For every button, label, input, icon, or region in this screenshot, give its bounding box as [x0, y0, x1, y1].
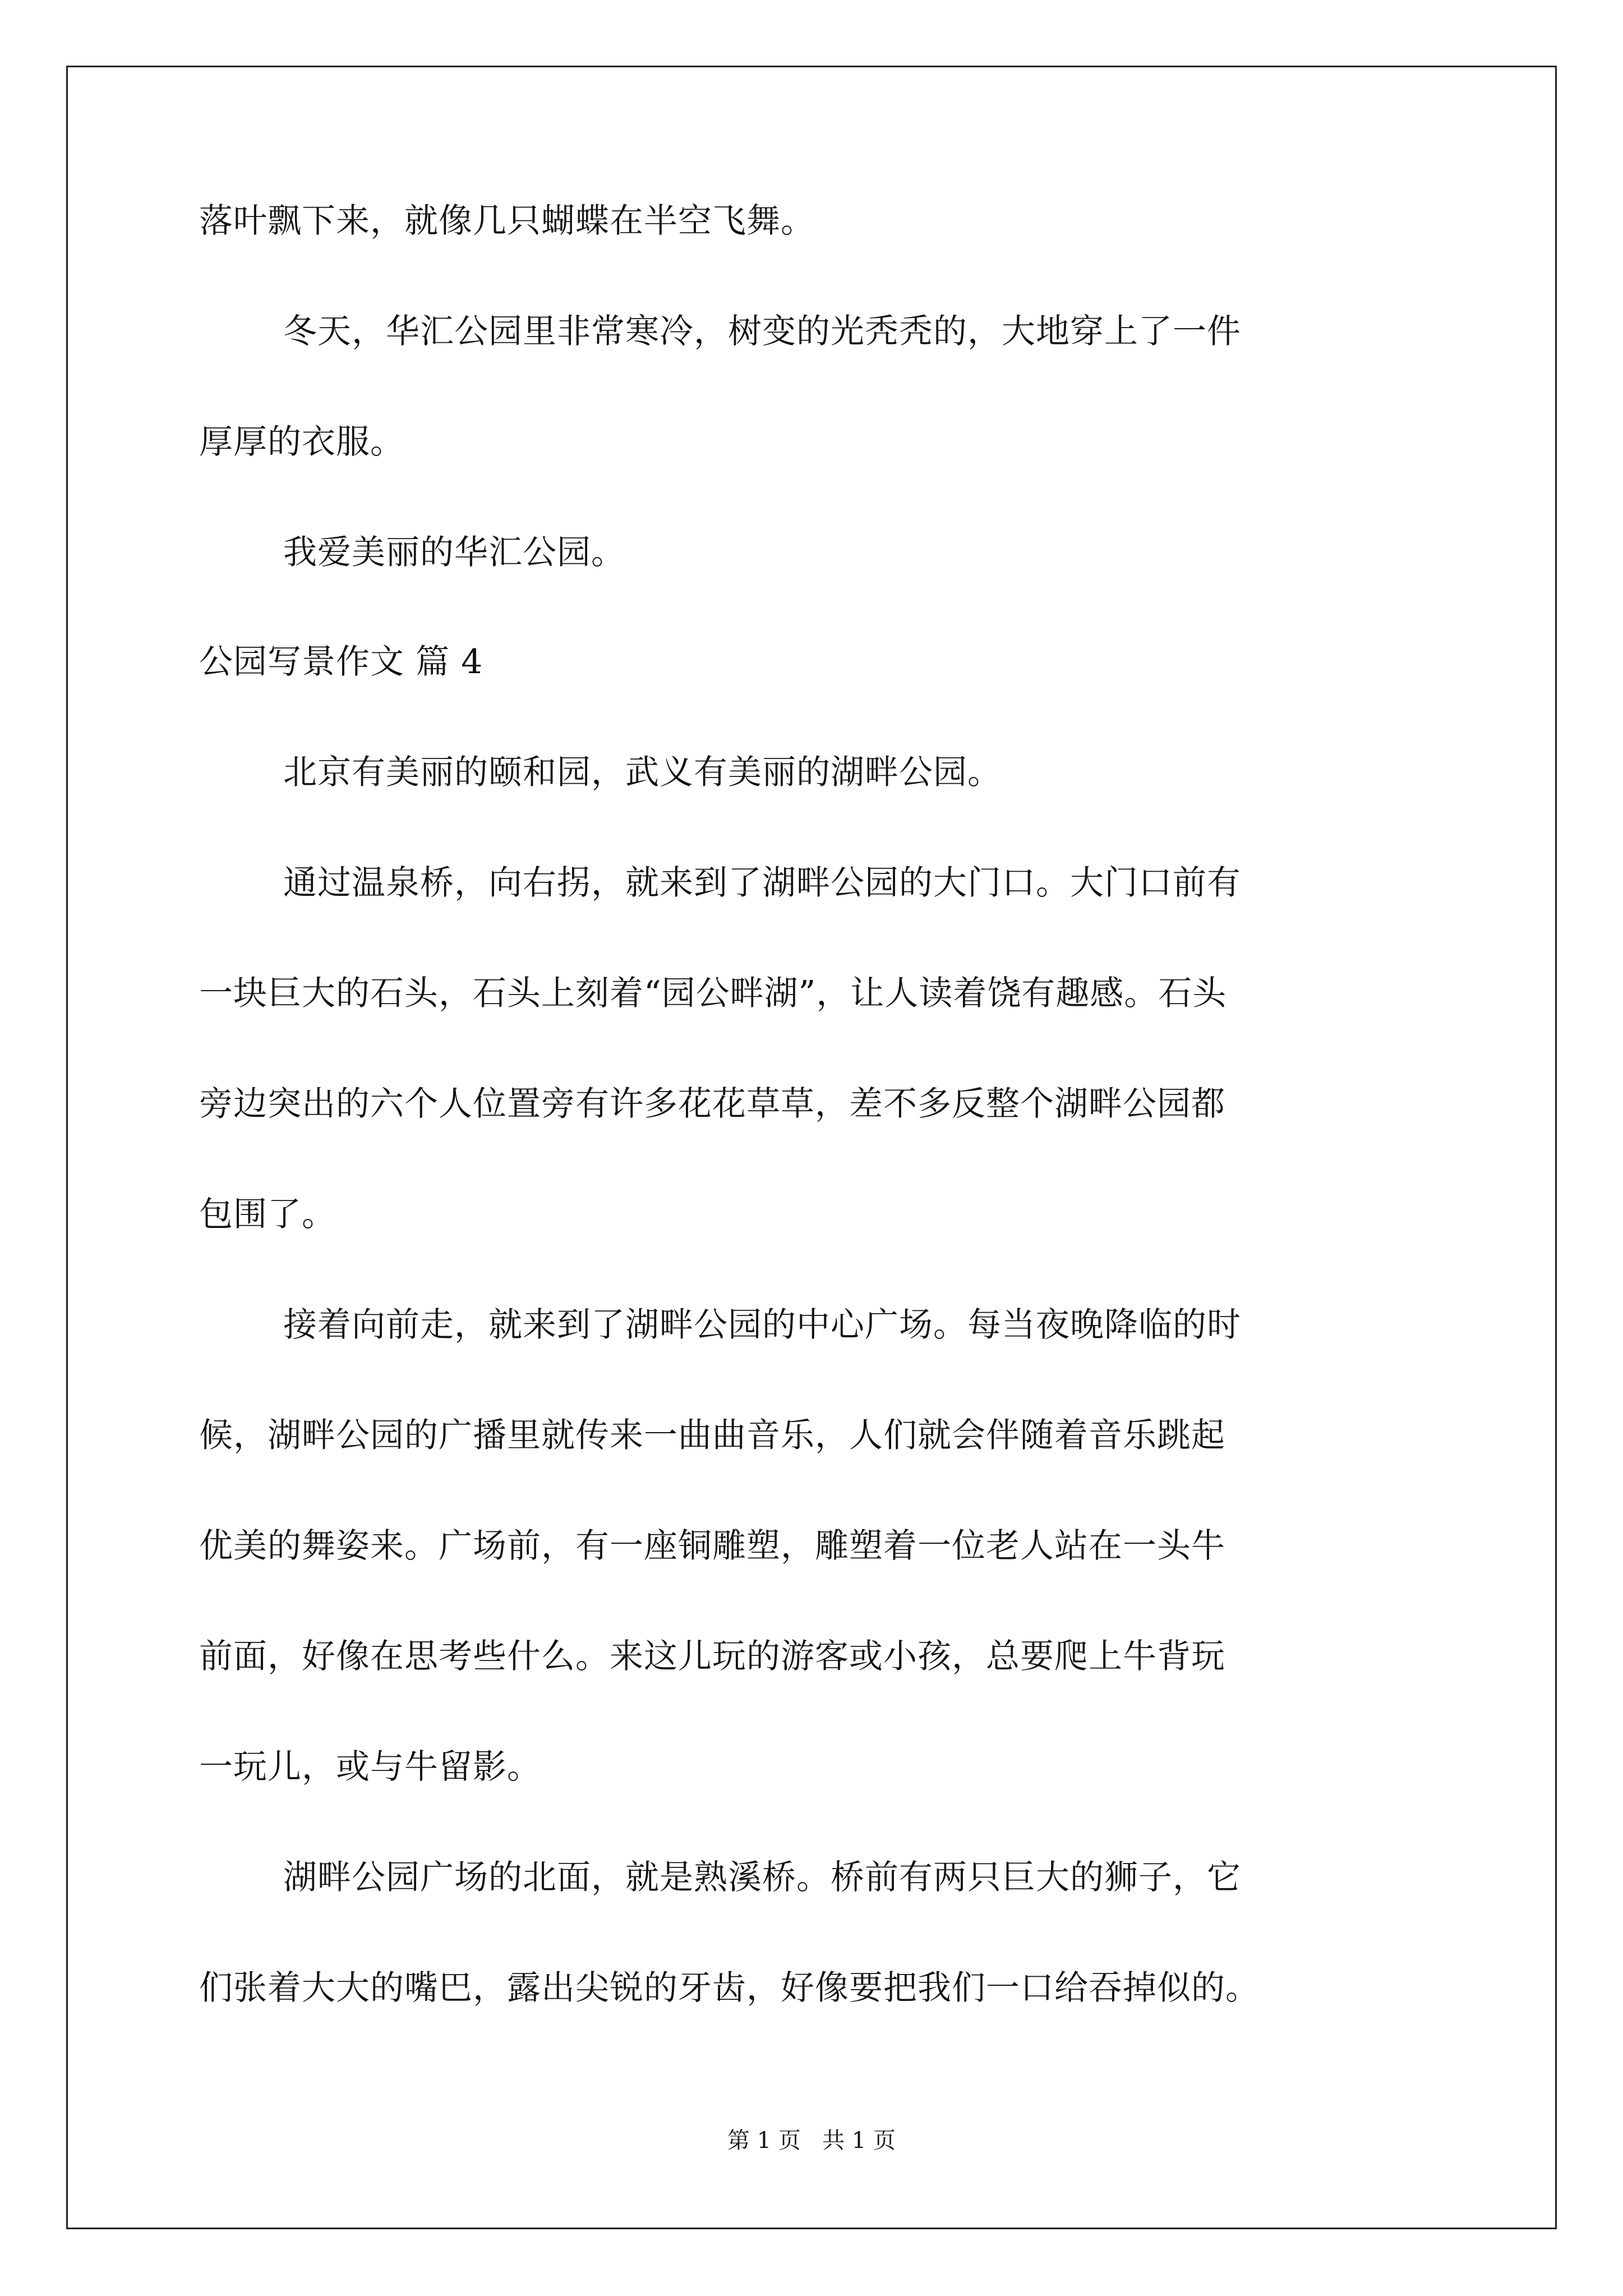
paragraph-line: 我爱美丽的华汇公园。	[283, 533, 625, 572]
paragraph-line: 湖畔公园广场的北面，就是熟溪桥。桥前有两只巨大的狮子，它	[283, 1858, 1241, 1897]
text-line: 们张着大大的嘴巴，露出尖锐的牙齿，好像要把我们一口给吞掉似的。	[199, 1968, 1260, 2008]
text-line: 优美的舞姿来。广场前，有一座铜雕塑，雕塑着一位老人站在一头牛	[199, 1526, 1225, 1566]
text-line: 一玩儿，或与牛留影。	[199, 1747, 541, 1787]
text-line: 一块巨大的石头，石头上刻着“园公畔湖”，让人读着饶有趣感。石头	[199, 974, 1227, 1013]
paragraph-line: 北京有美丽的颐和园，武义有美丽的湖畔公园。	[283, 753, 1002, 792]
paragraph-line: 接着向前走，就来到了湖畔公园的中心广场。每当夜晚降临的时	[283, 1305, 1241, 1345]
paragraph-line: 冬天，华汇公园里非常寒冷，树变的光秃秃的，大地穿上了一件	[283, 312, 1241, 351]
paragraph-line: 通过温泉桥，向右拐，就来到了湖畔公园的大门口。大门口前有	[283, 863, 1241, 903]
text-line: 候，湖畔公园的广播里就传来一曲曲音乐，人们就会伴随着音乐跳起	[199, 1416, 1225, 1455]
text-line: 前面，好像在思考些什么。来这儿玩的游客或小孩，总要爬上牛背玩	[199, 1637, 1225, 1676]
text-line: 厚厚的衣服。	[199, 422, 404, 462]
page-border	[66, 66, 1557, 2229]
text-line: 包围了。	[199, 1195, 336, 1234]
text-line: 落叶飘下来，就像几只蝴蝶在半空飞舞。	[199, 201, 815, 241]
text-line: 旁边突出的六个人位置旁有许多花花草草，差不多反整个湖畔公园都	[199, 1084, 1225, 1124]
section-heading: 公园写景作文 篇 4	[199, 642, 483, 682]
page-footer: 第 1 页 共 1 页	[727, 2128, 896, 2154]
